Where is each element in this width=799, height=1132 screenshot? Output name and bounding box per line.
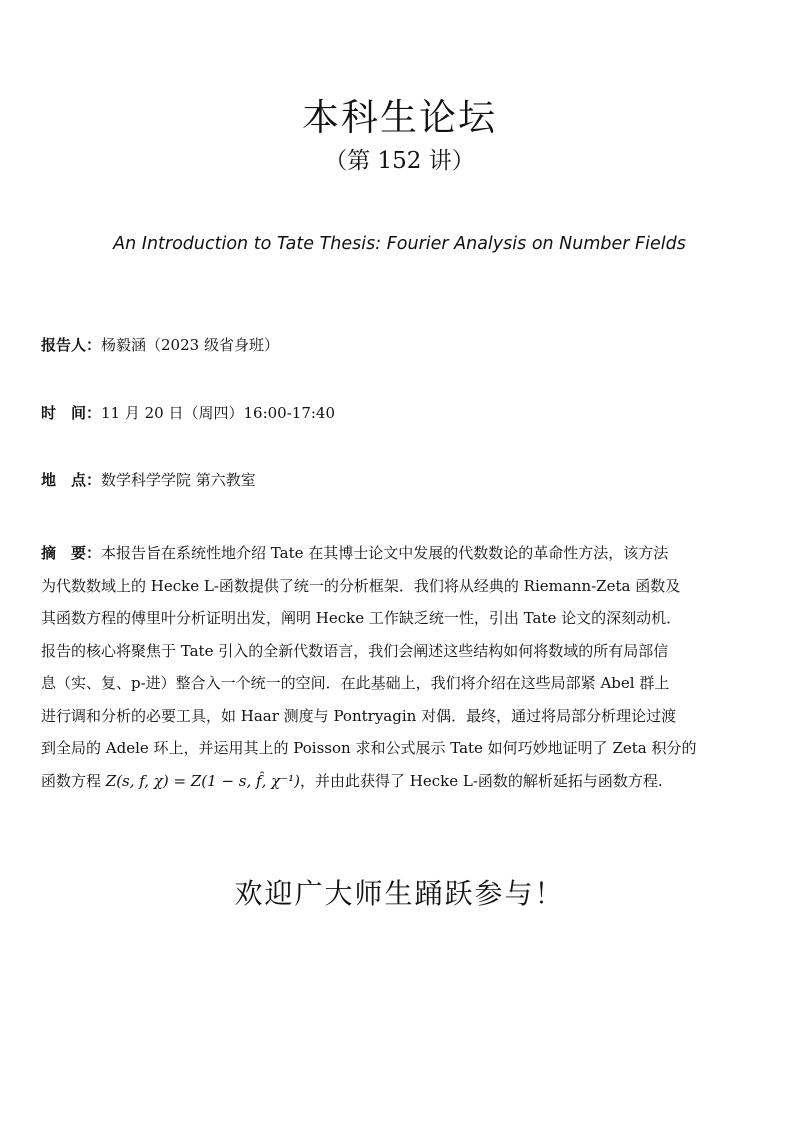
abstract-line: 为代数数域上的 Hecke L-函数提供了统一的分析框架．我们将从经典的 Riemann-Zeta 函数及 bbox=[41, 576, 681, 595]
abstract-line: 其函数方程的傅里叶分析证明出发，阐明 Hecke 工作缺乏统一性，引出 Tate 论文的深刻动机． bbox=[41, 609, 682, 627]
place-row bbox=[41, 469, 256, 491]
talk-title: An Introduction to Tate Thesis: Fourier Analysis on Number Fields bbox=[113, 234, 686, 254]
abstract-last-line: 函数方程 Z(s, f, χ) = Z(1 − s, f̂, χ⁻¹)，并由此获得了 Hecke L-函数的解析延拓与函数方程. bbox=[41, 771, 663, 790]
speaker-label: 报告人： bbox=[41, 336, 102, 354]
abstract-label: 摘 要： bbox=[41, 544, 102, 562]
place-value: 数学科学学院 第六教室 bbox=[101, 471, 256, 489]
abstract-line: 息（实、复、p-进）整合入一个统一的空间．在此基础上，我们将介绍在这些局部紧 Abel 群上 bbox=[41, 674, 670, 692]
place-label: 地 点： bbox=[41, 471, 102, 489]
abstract-line: 摘 要：本报告旨在系统性地介绍 Tate 在其博士论文中发展的代数数论的革命性方法，该方法 bbox=[41, 544, 669, 562]
functional-equation-formula: Z(s, f, χ) = Z(1 − s, f̂, χ⁻¹) bbox=[105, 771, 301, 790]
speaker-row bbox=[41, 334, 279, 356]
abstract-line: 进行调和分析的必要工具，如 Haar 测度与 Pontryagin 对偶．最终，通过将局部分析理论过渡 bbox=[41, 706, 677, 725]
time-row bbox=[41, 402, 335, 424]
lecture-number: （第 152 讲） bbox=[324, 148, 475, 174]
time-value: 11 月 20 日（周四）16:00-17:40 bbox=[101, 404, 336, 422]
abstract bbox=[41, 537, 765, 797]
time-label: 时 间： bbox=[41, 404, 102, 422]
abstract-line: 报告的核心将聚焦于 Tate 引入的全新代数语言，我们会阐述这些结构如何将数域的所有局部信 bbox=[41, 641, 669, 660]
speaker-value: 杨毅涵（2023 级省身班） bbox=[101, 336, 279, 354]
abstract-line: 到全局的 Adele 环上，并运用其上的 Poisson 求和公式展示 Tate 如何巧妙地证明了 Zeta 积分的 bbox=[41, 739, 697, 757]
welcome-message: 欢迎广大师生踊跃参与！ bbox=[234, 877, 565, 910]
forum-title: 本科生论坛 bbox=[302, 96, 497, 139]
